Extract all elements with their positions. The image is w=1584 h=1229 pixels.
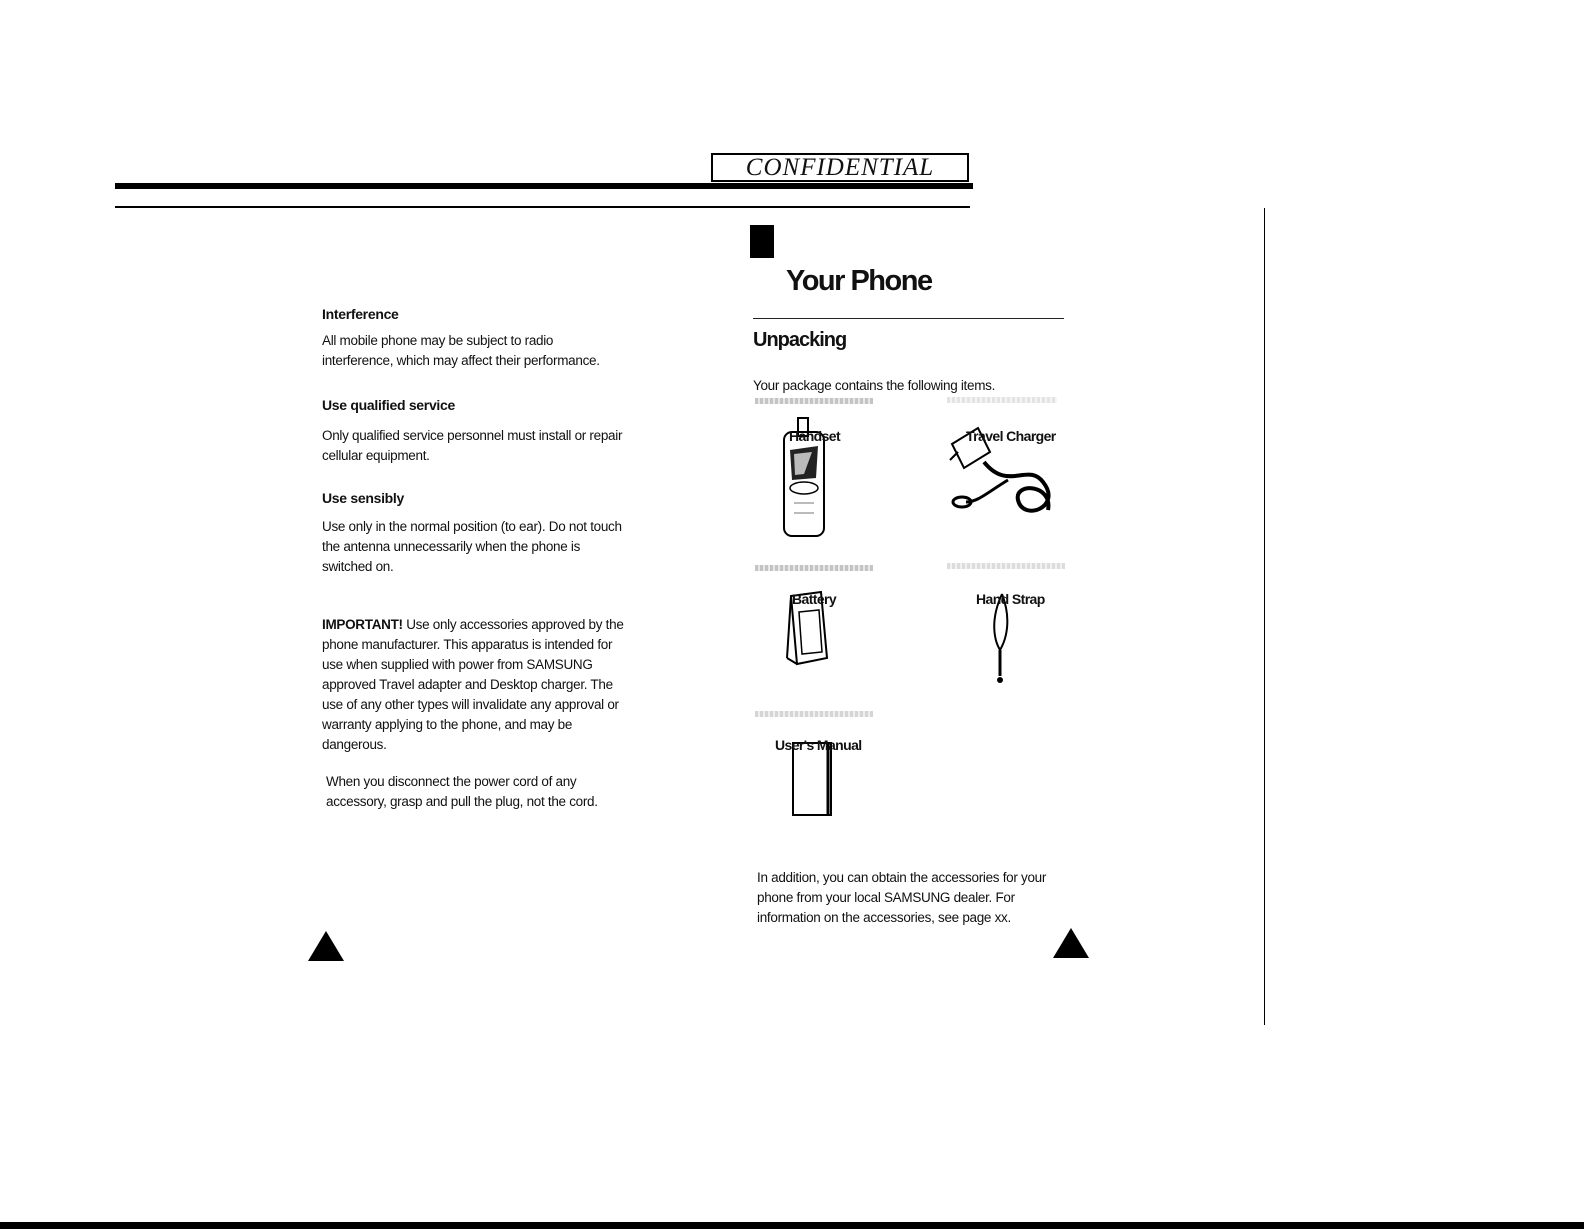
hand-strap-label: Hand Strap: [976, 591, 1045, 607]
header-thick-rule: [115, 183, 973, 189]
qualified-service-heading: Use qualified service: [322, 397, 455, 413]
scan-smudge: [755, 565, 873, 571]
package-intro: Your package contains the following items.: [753, 378, 996, 393]
handset-label: Handset: [789, 428, 841, 444]
travel-charger-label: Travel Charger: [966, 428, 1056, 444]
interference-text: All mobile phone may be subject to radio interference, which may affect their performance.: [322, 333, 600, 368]
interference-heading: Interference: [322, 306, 399, 322]
battery-label: Battery: [792, 591, 837, 607]
header-thin-rule: [115, 206, 970, 208]
confidential-stamp: CONFIDENTIAL: [711, 153, 969, 182]
page-title: Your Phone: [786, 265, 932, 297]
chapter-marker: [750, 225, 774, 258]
left-triangle-icon: [308, 931, 344, 961]
users-manual-label: User's Manual: [775, 737, 862, 753]
page-edge-line: [1264, 208, 1265, 1025]
important-lead: IMPORTANT!: [322, 617, 403, 632]
scan-smudge: [755, 398, 873, 404]
important-notice: IMPORTANT! Use only accessories approved by the phone manufacturer. This apparatus is intended for use when supplied with power from SAMSUNG approved Travel adapter and Desktop charger. The use of any other types will invalidate any approval or warranty applying to the phone, and may be dangerous.: [322, 617, 624, 752]
title-rule: [753, 318, 1064, 319]
accessories-note: In addition, you can obtain the accessories for your phone from your local SAMSUNG dealer. For information on the accessories, see page xx.: [757, 870, 1047, 925]
bottom-scan-edge: [0, 1222, 1584, 1229]
disconnect-note: When you disconnect the power cord of any accessory, grasp and pull the plug, not the cord.: [326, 774, 598, 809]
qualified-service-text: Only qualified service personnel must install or repair cellular equipment.: [322, 428, 623, 463]
right-triangle-icon: [1053, 928, 1089, 958]
scan-smudge: [947, 563, 1065, 569]
use-sensibly-text: Use only in the normal position (to ear). Do not touch the antenna unnecessarily when the phone is switched on.: [322, 519, 622, 574]
unpacking-heading: Unpacking: [753, 329, 847, 351]
use-sensibly-heading: Use sensibly: [322, 490, 404, 506]
scan-smudge: [947, 397, 1057, 403]
scan-smudge: [755, 711, 873, 717]
